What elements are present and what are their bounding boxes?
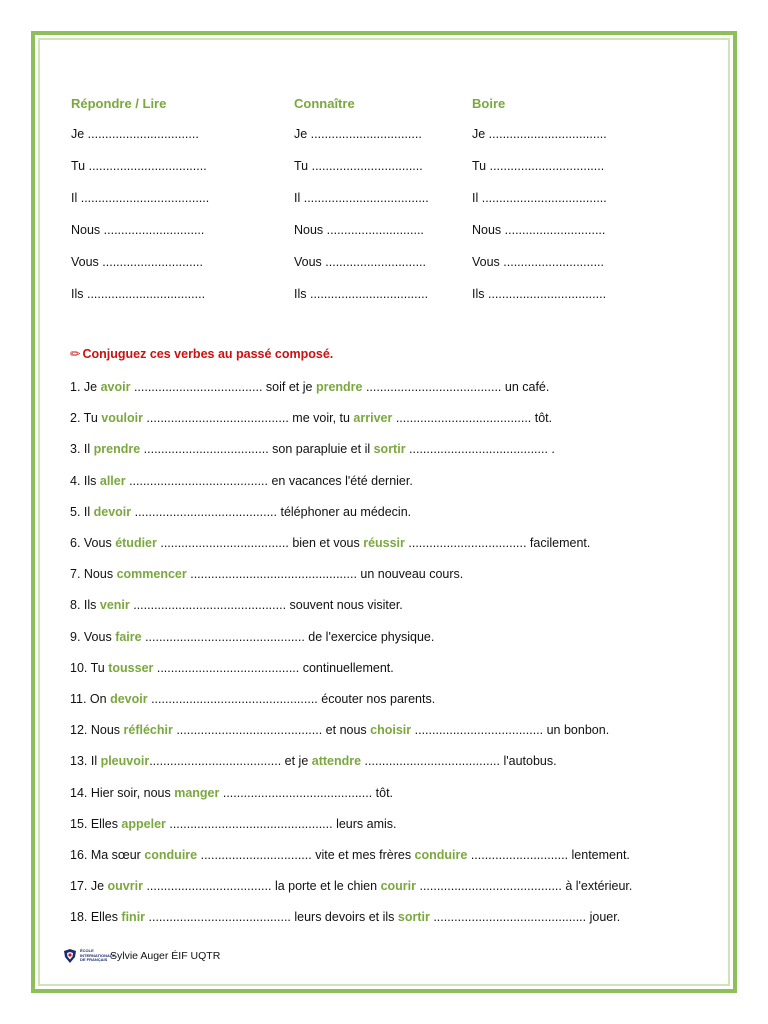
verb-1: manger xyxy=(174,785,220,800)
exercise-number: 4. Ils xyxy=(70,473,100,488)
verb-2: sortir xyxy=(397,910,430,925)
exercise-number: 17. Je xyxy=(70,879,108,894)
exercise-line xyxy=(70,533,590,553)
exercise-number: 10. Tu xyxy=(70,660,109,675)
verb-1: aller xyxy=(99,473,126,488)
conjugation-line: Je ................................ xyxy=(71,127,199,141)
exercise-text-1: ..................................... bien et vous xyxy=(156,536,364,550)
conjugation-line: Vous ............................. xyxy=(472,255,604,269)
exercise-line xyxy=(70,814,397,834)
exercise-line xyxy=(70,845,630,865)
column-header: Répondre / Lire xyxy=(71,96,167,111)
conjugation-line: Tu ................................ xyxy=(294,159,423,173)
exercise-line xyxy=(70,876,632,896)
exercise-number: 8. Ils xyxy=(70,598,100,613)
exercise-text-2: .................................. facilement. xyxy=(404,536,591,550)
exercise-number: 6. Vous xyxy=(70,536,116,550)
conjugation-line: Nous ............................. xyxy=(472,223,606,237)
exercise-text-2: ....................................... l'autobus. xyxy=(361,754,557,769)
exercise-number: 12. Nous xyxy=(70,723,124,738)
verb-1: venir xyxy=(99,598,130,613)
conjugation-line: Vous ............................. xyxy=(71,255,203,269)
exercise-text-2: ....................................... tôt. xyxy=(392,411,553,426)
exercise-text-1: ................................ vite et mes frères xyxy=(197,848,415,862)
exercise-number: 14. Hier soir, nous xyxy=(70,785,175,800)
instruction xyxy=(70,346,333,361)
verb-2: courir xyxy=(380,879,416,894)
conjugation-line: Nous ............................ xyxy=(294,223,424,237)
exercise-number: 2. Tu xyxy=(70,411,102,426)
exercise-number: 5. Il xyxy=(70,504,94,519)
verb-1: appeler xyxy=(121,816,166,831)
logo-emblem-icon xyxy=(62,948,78,964)
exercise-number: 11. On xyxy=(70,692,111,706)
verb-1: devoir xyxy=(93,504,132,519)
exercise-text-1: ...................................... et je xyxy=(149,754,312,769)
verb-1: faire xyxy=(115,629,142,644)
exercise-text-1: ............................................ souvent nous visiter. xyxy=(129,598,403,613)
exercise-text-1: .......................................... et nous xyxy=(172,723,371,738)
conjugation-line: Vous ............................. xyxy=(294,255,426,269)
footer xyxy=(62,946,220,966)
school-logo xyxy=(62,947,116,965)
conjugation-line: Ils .................................. xyxy=(294,287,429,301)
verb-1: pleuvoir xyxy=(100,754,150,769)
footer-author: Sylvie Auger ÉIF UQTR xyxy=(110,950,221,962)
conjugation-line: Il ..................................... xyxy=(71,191,210,205)
exercise-number: 9. Vous xyxy=(70,629,116,644)
exercise-text-1: ................................................ écouter nos parents. xyxy=(147,692,436,706)
verb-2: conduire xyxy=(414,848,468,862)
exercise-text-1: .................................... son parapluie et il xyxy=(140,442,374,457)
exercise-line xyxy=(70,502,411,522)
verb-1: commencer xyxy=(116,567,187,582)
verb-1: réfléchir xyxy=(123,723,173,738)
exercise-number: 3. Il xyxy=(70,442,94,457)
exercise-text-2: ............................................ jouer. xyxy=(429,910,621,925)
conjugation-line: Tu .................................. xyxy=(71,159,207,173)
pencil-icon: ✏ xyxy=(70,347,81,361)
exercise-number: 16. Ma sœur xyxy=(70,848,145,862)
exercise-line xyxy=(70,689,435,709)
exercise-text-2: ....................................... un café. xyxy=(362,380,550,394)
exercise-text-1: .................................... la porte et le chien xyxy=(142,879,381,894)
exercise-line xyxy=(70,751,557,771)
exercise-number: 7. Nous xyxy=(70,567,117,582)
verb-2: choisir xyxy=(370,723,412,738)
exercise-line xyxy=(70,907,620,927)
exercise-text-1: ............................................... leurs amis. xyxy=(165,816,397,831)
exercise-line xyxy=(70,783,393,803)
verb-1: conduire xyxy=(144,848,198,862)
exercise-line xyxy=(70,408,552,428)
exercise-line xyxy=(70,564,463,584)
conjugation-line: Ils .................................. xyxy=(71,287,206,301)
verb-1: tousser xyxy=(108,660,154,675)
exercise-line xyxy=(70,595,403,615)
verb-2: attendre xyxy=(311,754,362,769)
exercise-text-2: ........................................ . xyxy=(405,442,555,457)
logo-wordmark: ÉCOLE INTERNATIONALE DE FRANÇAIS xyxy=(80,948,116,963)
exercise-text-2: ............................ lentement. xyxy=(467,848,630,862)
conjugation-column-2 xyxy=(294,94,494,310)
exercise-text-1: ......................................... me voir, tu xyxy=(142,411,354,426)
verb-1: étudier xyxy=(115,536,157,550)
verb-2: prendre xyxy=(315,380,363,394)
exercise-text-1: ..................................... soif et je xyxy=(130,380,316,394)
verb-1: avoir xyxy=(100,380,131,394)
conjugation-column-3 xyxy=(472,94,672,310)
exercise-number: 13. Il xyxy=(70,754,101,769)
exercise-text-1: ........................................ en vacances l'été dernier. xyxy=(125,473,413,488)
instruction-text: Conjuguez ces verbes au passé composé. xyxy=(82,347,334,361)
verb-2: réussir xyxy=(363,536,405,550)
exercise-text-1: ......................................... leurs devoirs et ils xyxy=(145,910,398,925)
verb-1: finir xyxy=(121,910,146,925)
conjugation-line: Nous ............................. xyxy=(71,223,205,237)
verb-1: vouloir xyxy=(101,411,143,426)
verb-2: sortir xyxy=(373,442,406,457)
conjugation-line: Je .................................. xyxy=(472,127,607,141)
exercise-text-1: ......................................... continuellement. xyxy=(153,660,394,675)
exercise-number: 1. Je xyxy=(70,380,101,394)
conjugation-line: Il .................................... xyxy=(294,191,429,205)
exercise-line xyxy=(70,658,394,678)
exercise-text-2: ..................................... un bonbon. xyxy=(411,723,610,738)
column-header: Connaître xyxy=(294,96,355,111)
conjugation-line: Ils .................................. xyxy=(472,287,607,301)
exercise-line xyxy=(70,471,413,491)
exercise-number: 15. Elles xyxy=(70,816,122,831)
exercise-text-1: ................................................ un nouveau cours. xyxy=(186,567,464,582)
exercise-line xyxy=(70,439,555,459)
exercise-text-2: ......................................... à l'extérieur. xyxy=(416,879,633,894)
conjugation-line: Je ................................ xyxy=(294,127,422,141)
conjugation-column-1 xyxy=(71,94,271,310)
exercise-line xyxy=(70,377,549,397)
exercise-number: 18. Elles xyxy=(70,910,122,925)
exercise-text-1: .............................................. de l'exercice physique. xyxy=(141,629,435,644)
conjugation-line: Il .................................... xyxy=(472,191,607,205)
conjugation-line: Tu ................................. xyxy=(472,159,605,173)
exercise-text-1: ........................................... tôt. xyxy=(219,785,394,800)
verb-2: arriver xyxy=(353,411,393,426)
column-header: Boire xyxy=(472,96,506,111)
verb-1: devoir xyxy=(110,692,148,706)
exercise-line xyxy=(70,627,434,647)
verb-1: ouvrir xyxy=(107,879,143,894)
exercise-line xyxy=(70,720,609,740)
exercise-text-1: ......................................... téléphoner au médecin. xyxy=(131,504,412,519)
verb-1: prendre xyxy=(93,442,141,457)
